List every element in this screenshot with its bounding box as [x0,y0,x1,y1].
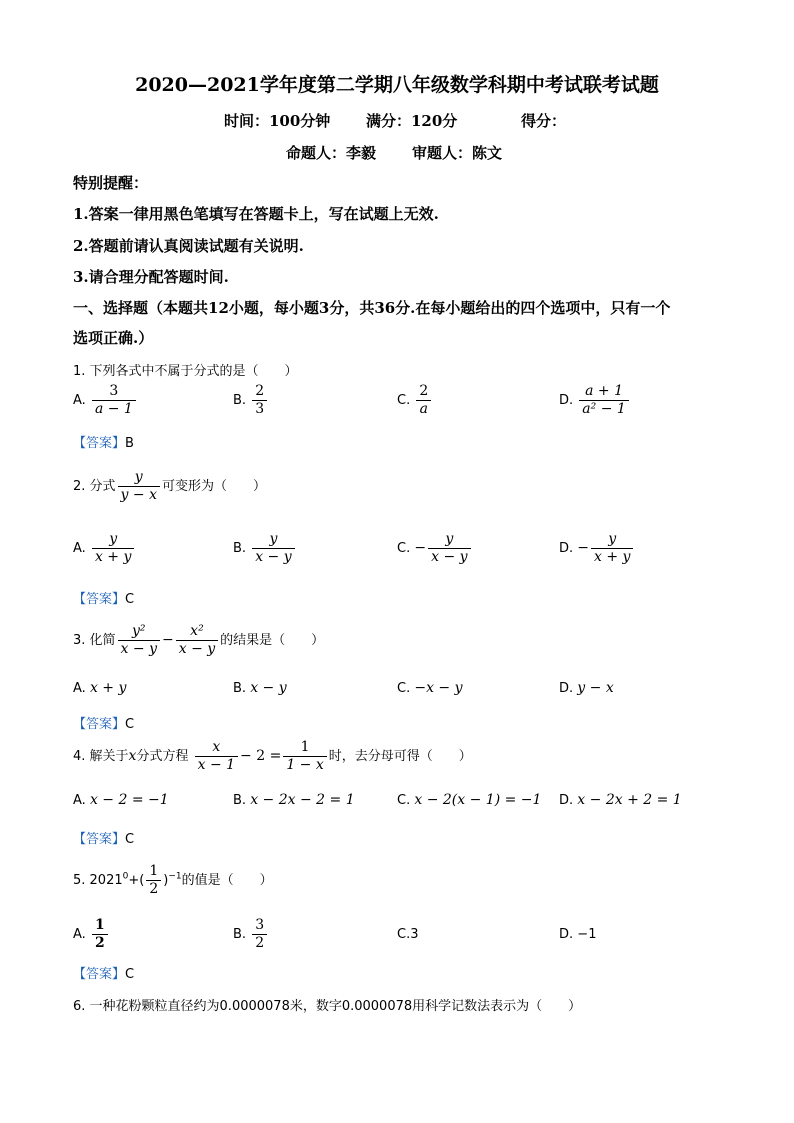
q4-option-d: D. x − 2x + 2 = 1 [559,792,682,808]
q2-option-c: C. − $\frac{y}{x - y}$ [397,532,473,565]
q2-option-a: A. $\frac{y}{x + y}$ [73,532,136,565]
fraction: $\frac{3}{a - 1}$ [92,384,136,417]
exam-title: 2020—2021学年度第二学期八年级数学科期中考试联考试题 [135,74,659,96]
q3-option-d: D. y − x [559,680,614,696]
answer-tag: 【答案】 [73,832,126,847]
notice-item-2: 2.答题前请认真阅读试题有关说明. [73,237,304,255]
q3-option-c: C. −x − y [397,680,463,696]
q5-option-d: D. −1 [559,927,597,942]
fraction: $\frac{1}{1 - x}$ [283,740,326,773]
q4-option-c: C. x − 2(x − 1) = −1 [397,792,542,808]
fraction: $\frac{y}{x + y}$ [92,532,134,565]
answer-tag: 【答案】 [73,967,126,982]
q5-option-a: A. $\frac{1}{2}$ [73,918,110,951]
question-5-stem: 5. $2021^0+$( $\frac{1}{2}$ )$^{-1}$的值是（ ） [73,863,273,897]
q4-option-a: A. x − 2 = −1 [73,792,169,808]
fraction: $\frac{\text{y²}}{x - y}$ [118,624,160,657]
fraction: $\frac{\text{x²}}{x - y}$ [176,624,218,657]
fraction: $\frac{3}{2}$ [252,918,267,951]
notice-item-3: 3.请合理分配答题时间. [73,268,229,286]
q1-option-a: A. $\frac{3}{a - 1}$ [73,384,138,417]
fraction: $\frac{1}{2}$ [146,864,161,897]
fraction: $\frac{2}{3}$ [252,384,267,417]
fraction: $\frac{1}{2}$ [92,918,108,951]
q1-option-c: C. $\frac{2}{a}$ [397,384,433,417]
q1-answer [73,432,134,451]
fraction: $\frac{y}{x - y}$ [252,532,294,565]
q4-answer [73,828,134,847]
fraction: $\frac{y}{x - y}$ [428,532,470,565]
answer-value: C [125,967,135,982]
q1-option-b: B. $\frac{2}{3}$ [233,384,269,417]
fraction: $\frac{x}{x - 1}$ [195,740,238,773]
fraction: $\frac{2}{a}$ [416,384,431,417]
answer-tag: 【答案】 [73,717,126,732]
answer-value: C [125,717,135,732]
answer-value: C [125,592,135,607]
question-setter: 命题人：李毅 [286,144,377,162]
answer-tag: 【答案】 [73,436,126,451]
q2-answer [73,588,134,607]
answer-value: C [125,832,135,847]
question-2-stem: 2. 分式 $\frac{y}{y - x}$ 可变形为（ ） [73,469,266,503]
question-1-stem: 1. 下列各式中不属于分式的是（ ） [73,364,298,379]
q2-option-d: D. − $\frac{y}{x + y}$ [559,532,635,565]
q4-option-b: B. x − 2x − 2 = 1 [233,792,355,808]
section-heading-cont: 选项正确.） [73,329,154,347]
q2-option-b: B. $\frac{y}{x - y}$ [233,532,297,565]
section-heading: 一、选择题（本题共12小题，每小题3分，共36分.在每小题给出的四个选项中，只有一个 [73,299,671,317]
question-4-stem: 4. 解关于x分式方程 $\frac{x}{x - 1}$ − 2 = $\frac{1}{1 - x}$ 时，去分母可得（ ） [73,739,472,773]
answer-value: B [125,436,134,451]
q5-answer [73,963,134,982]
question-reviewer: 审题人：陈文 [412,144,503,162]
answer-tag: 【答案】 [73,592,126,607]
q1-option-d: D. $\frac{a + 1}{\text{a² − 1}}$ [559,384,631,417]
fraction: $\frac{y}{x + y}$ [591,532,633,565]
question-3-stem: 3. 化简 $\frac{\text{y²}}{x - y}$ − $\frac{\text{x²}}{x - y}$ 的结果是（ ） [73,623,325,657]
q3-option-b: B. x − y [233,680,287,696]
question-6-stem: 6. 一种花粉颗粒直径约为0.0000078米，数字0.0000078用科学记数法表示为（ ） [73,999,582,1014]
notice-item-1: 1.答案一律用黑色笔填写在答题卡上，写在试题上无效. [73,205,439,223]
q3-option-a: A. x + y [73,680,127,696]
full-score: 满分：120分 [366,112,458,130]
time-limit: 时间：100分钟 [224,112,331,130]
fraction: $\frac{a + 1}{\text{a² − 1}}$ [579,384,629,417]
fraction: $\frac{y}{y - x}$ [118,470,160,503]
notice-heading: 特别提醒： [73,174,149,192]
q3-answer [73,713,134,732]
score-field: 得分： [521,112,567,130]
q5-option-b: B. $\frac{3}{2}$ [233,918,269,951]
q5-option-c: C.3 [397,927,419,942]
